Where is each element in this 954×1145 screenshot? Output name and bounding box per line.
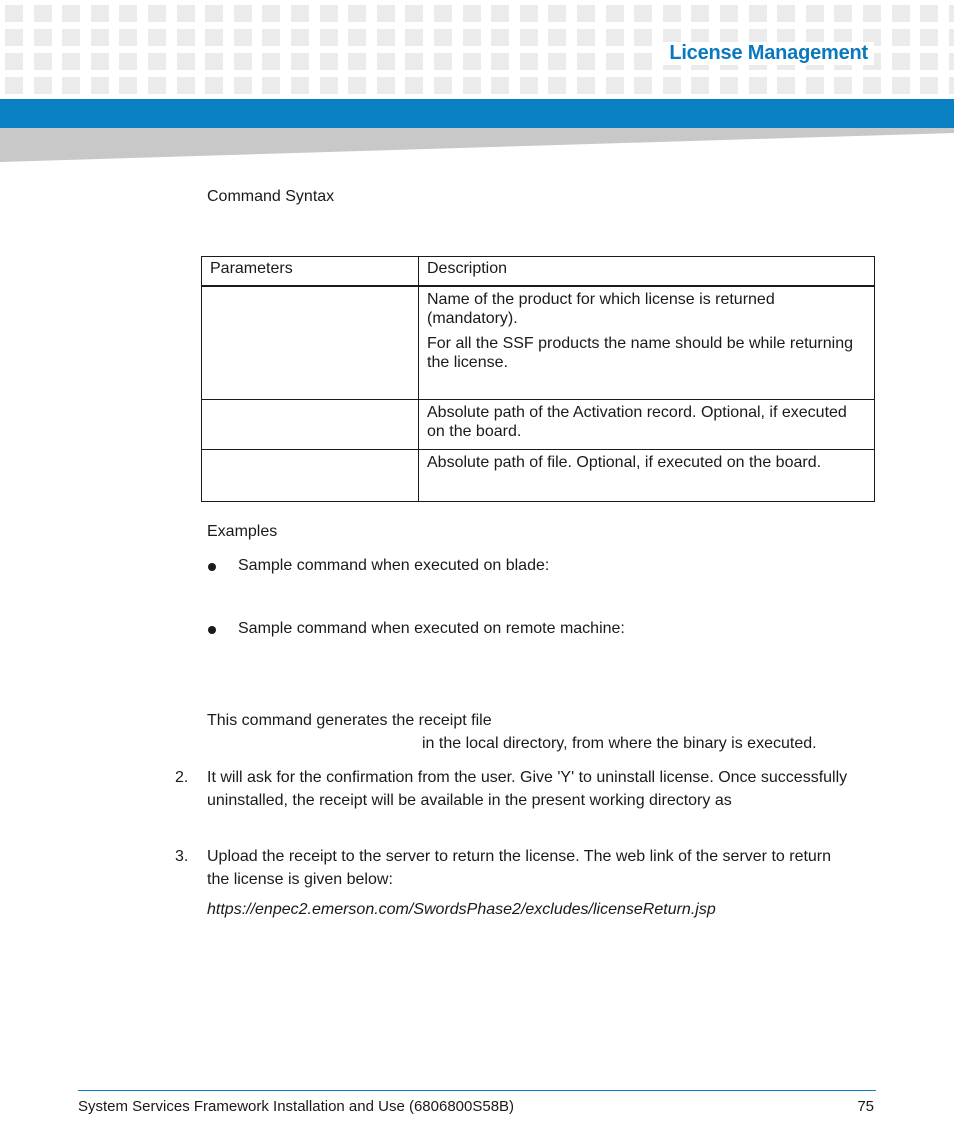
header-dot: [148, 5, 166, 22]
header-dot: [177, 53, 195, 70]
header-dot: [262, 29, 280, 46]
header-dot: [634, 53, 652, 70]
header-dot: [205, 77, 223, 94]
header-dot: [205, 29, 223, 46]
header-dot: [119, 29, 137, 46]
header-dot: [177, 29, 195, 46]
header-dot: [491, 29, 509, 46]
header-dot: [548, 29, 566, 46]
header-dot: [348, 29, 366, 46]
header-dot: [34, 53, 52, 70]
header-dot: [434, 5, 452, 22]
header-dot: [606, 53, 624, 70]
header-dot: [606, 5, 624, 22]
header-dot: [148, 77, 166, 94]
header-dot: [234, 77, 252, 94]
header-dot: [405, 29, 423, 46]
header-dot: [62, 5, 80, 22]
table-cell-param: [202, 449, 419, 501]
footer-doc-title: System Services Framework Installation and Use (6806800S58B): [78, 1098, 515, 1115]
header-dot: [262, 5, 280, 22]
header-dot: [5, 53, 23, 70]
header-dot: [434, 53, 452, 70]
header-dot: [234, 5, 252, 22]
header-dot: [777, 77, 795, 94]
header-gray-wedge: [0, 128, 954, 164]
header-dot: [62, 29, 80, 46]
header-dot: [91, 5, 109, 22]
header-dot: [148, 53, 166, 70]
header-dot: [91, 53, 109, 70]
header-dot: [320, 53, 338, 70]
header-dot: [920, 53, 938, 70]
header-dot: [91, 29, 109, 46]
description-line: Absolute path of the Activation record. Optional, if executed on the board.: [427, 403, 847, 440]
table-row: [202, 399, 875, 449]
header-dot: [5, 29, 23, 46]
description-line: [427, 334, 866, 372]
header-dot: [920, 77, 938, 94]
header-dot: [5, 5, 23, 22]
header-dot: [262, 53, 280, 70]
page-header-title: License Management: [663, 42, 874, 65]
bullet-icon: [208, 563, 216, 571]
header-dot: [491, 77, 509, 94]
header-dot: [577, 77, 595, 94]
header-dot: [892, 53, 910, 70]
header-dot: [577, 5, 595, 22]
table-cell-description: [419, 286, 875, 399]
header-dot: [320, 29, 338, 46]
step-text-line: the license is given below:: [207, 871, 393, 888]
header-dot: [663, 77, 681, 94]
header-dot: [720, 5, 738, 22]
header-dot: [234, 29, 252, 46]
header-dot: [377, 5, 395, 22]
header-dot: [291, 5, 309, 22]
table-cell-description: [419, 399, 875, 449]
bullet-item-remote: Sample command when executed on remote machine:: [238, 620, 625, 637]
footer-divider: [78, 1090, 876, 1091]
header-dot: [949, 29, 954, 46]
header-dot: [634, 29, 652, 46]
header-dot: [405, 77, 423, 94]
header-dot: [463, 53, 481, 70]
header-dot: [777, 5, 795, 22]
header-dot: [920, 29, 938, 46]
receipt-paragraph-line1: This command generates the receipt file: [207, 712, 492, 729]
header-dot: [205, 53, 223, 70]
header-dot: [520, 5, 538, 22]
header-dot: [405, 5, 423, 22]
step-number: 3.: [175, 848, 189, 865]
header-dot: [520, 77, 538, 94]
header-dot: [892, 29, 910, 46]
description-line: Absolute path of file. Optional, if executed on the board.: [427, 453, 822, 471]
header-dot: [377, 29, 395, 46]
header-dot: [634, 77, 652, 94]
header-dot: [920, 5, 938, 22]
header-dot: [834, 77, 852, 94]
header-dot: [434, 77, 452, 94]
header-dot: [892, 77, 910, 94]
license-return-url: https://enpec2.emerson.com/SwordsPhase2/excludes/licenseReturn.jsp: [207, 901, 716, 918]
header-dot: [863, 5, 881, 22]
header-dot: [634, 5, 652, 22]
header-dot: [548, 53, 566, 70]
header-dot: [863, 77, 881, 94]
header-dot: [720, 77, 738, 94]
header-dot: [205, 5, 223, 22]
header-dot: [749, 77, 767, 94]
header-dot: [691, 5, 709, 22]
header-dot: [377, 53, 395, 70]
header-dot: [119, 77, 137, 94]
description-text: For all the SSF products the name should be while returning the license.: [427, 335, 854, 371]
header-dot: [463, 5, 481, 22]
header-dot: [577, 53, 595, 70]
header-dot: [234, 53, 252, 70]
header-dot: [5, 77, 23, 94]
header-dot: [606, 29, 624, 46]
description-line: Name of the product for which license is returned (mandatory).: [427, 291, 775, 327]
header-dot: [520, 53, 538, 70]
table-row: [202, 449, 875, 501]
header-dot: [91, 77, 109, 94]
header-dot: [691, 77, 709, 94]
header-dot: [119, 53, 137, 70]
header-dot: [606, 77, 624, 94]
bullet-item-blade: Sample command when executed on blade:: [238, 557, 550, 574]
header-dot: [348, 77, 366, 94]
header-dot: [434, 29, 452, 46]
table-row: [202, 286, 875, 399]
header-dot: [320, 77, 338, 94]
header-dot: [62, 53, 80, 70]
header-dot: [548, 77, 566, 94]
header-dot: [34, 29, 52, 46]
header-dot: [491, 53, 509, 70]
step-text-line: uninstalled, the receipt will be available in the present working directory as: [207, 792, 732, 809]
header-dot: [577, 29, 595, 46]
table-header-row: [202, 257, 875, 287]
header-dot: [463, 77, 481, 94]
header-dot: [291, 53, 309, 70]
header-dot: [34, 77, 52, 94]
step-text-line: Upload the receipt to the server to return the license. The web link of the server to return: [207, 848, 832, 865]
header-dot: [291, 29, 309, 46]
header-dot: [377, 77, 395, 94]
header-dot: [291, 77, 309, 94]
step-text-line: It will ask for the confirmation from the user. Give 'Y' to uninstall license. Once successfully: [207, 769, 848, 786]
header-dot: [806, 5, 824, 22]
header-dot: [949, 5, 954, 22]
header-dot: [892, 5, 910, 22]
header-dot: [348, 53, 366, 70]
header-dot: [949, 77, 954, 94]
header-dot: [491, 5, 509, 22]
header-dot: [262, 77, 280, 94]
header-blue-band: [0, 99, 954, 128]
table-cell-description: [419, 449, 875, 501]
header-dot: [177, 77, 195, 94]
header-dot: [834, 5, 852, 22]
header-dot: [62, 77, 80, 94]
parameters-table: [201, 256, 875, 502]
examples-heading: Examples: [207, 523, 278, 540]
header-dot: [806, 77, 824, 94]
step-number: 2.: [175, 769, 189, 786]
header-dot: [749, 5, 767, 22]
header-dot: [34, 5, 52, 22]
header-dot: [520, 29, 538, 46]
table-header-description: Description: [419, 257, 875, 287]
table-cell-param: [202, 399, 419, 449]
header-dot: [348, 5, 366, 22]
header-dot: [177, 5, 195, 22]
receipt-paragraph-line2: in the local directory, from where the binary is executed.: [422, 735, 817, 752]
header-dot: [548, 5, 566, 22]
header-dot: [663, 5, 681, 22]
header-dot: [119, 5, 137, 22]
header-dot: [949, 53, 954, 70]
bullet-icon: [208, 626, 216, 634]
table-header-parameters: Parameters: [202, 257, 419, 287]
command-syntax-heading: Command Syntax: [207, 188, 335, 205]
header-dot: [463, 29, 481, 46]
header-dot: [148, 29, 166, 46]
header-dot: [320, 5, 338, 22]
header-dot: [405, 53, 423, 70]
table-cell-param: [202, 286, 419, 399]
footer-page-number: 75: [857, 1098, 874, 1115]
